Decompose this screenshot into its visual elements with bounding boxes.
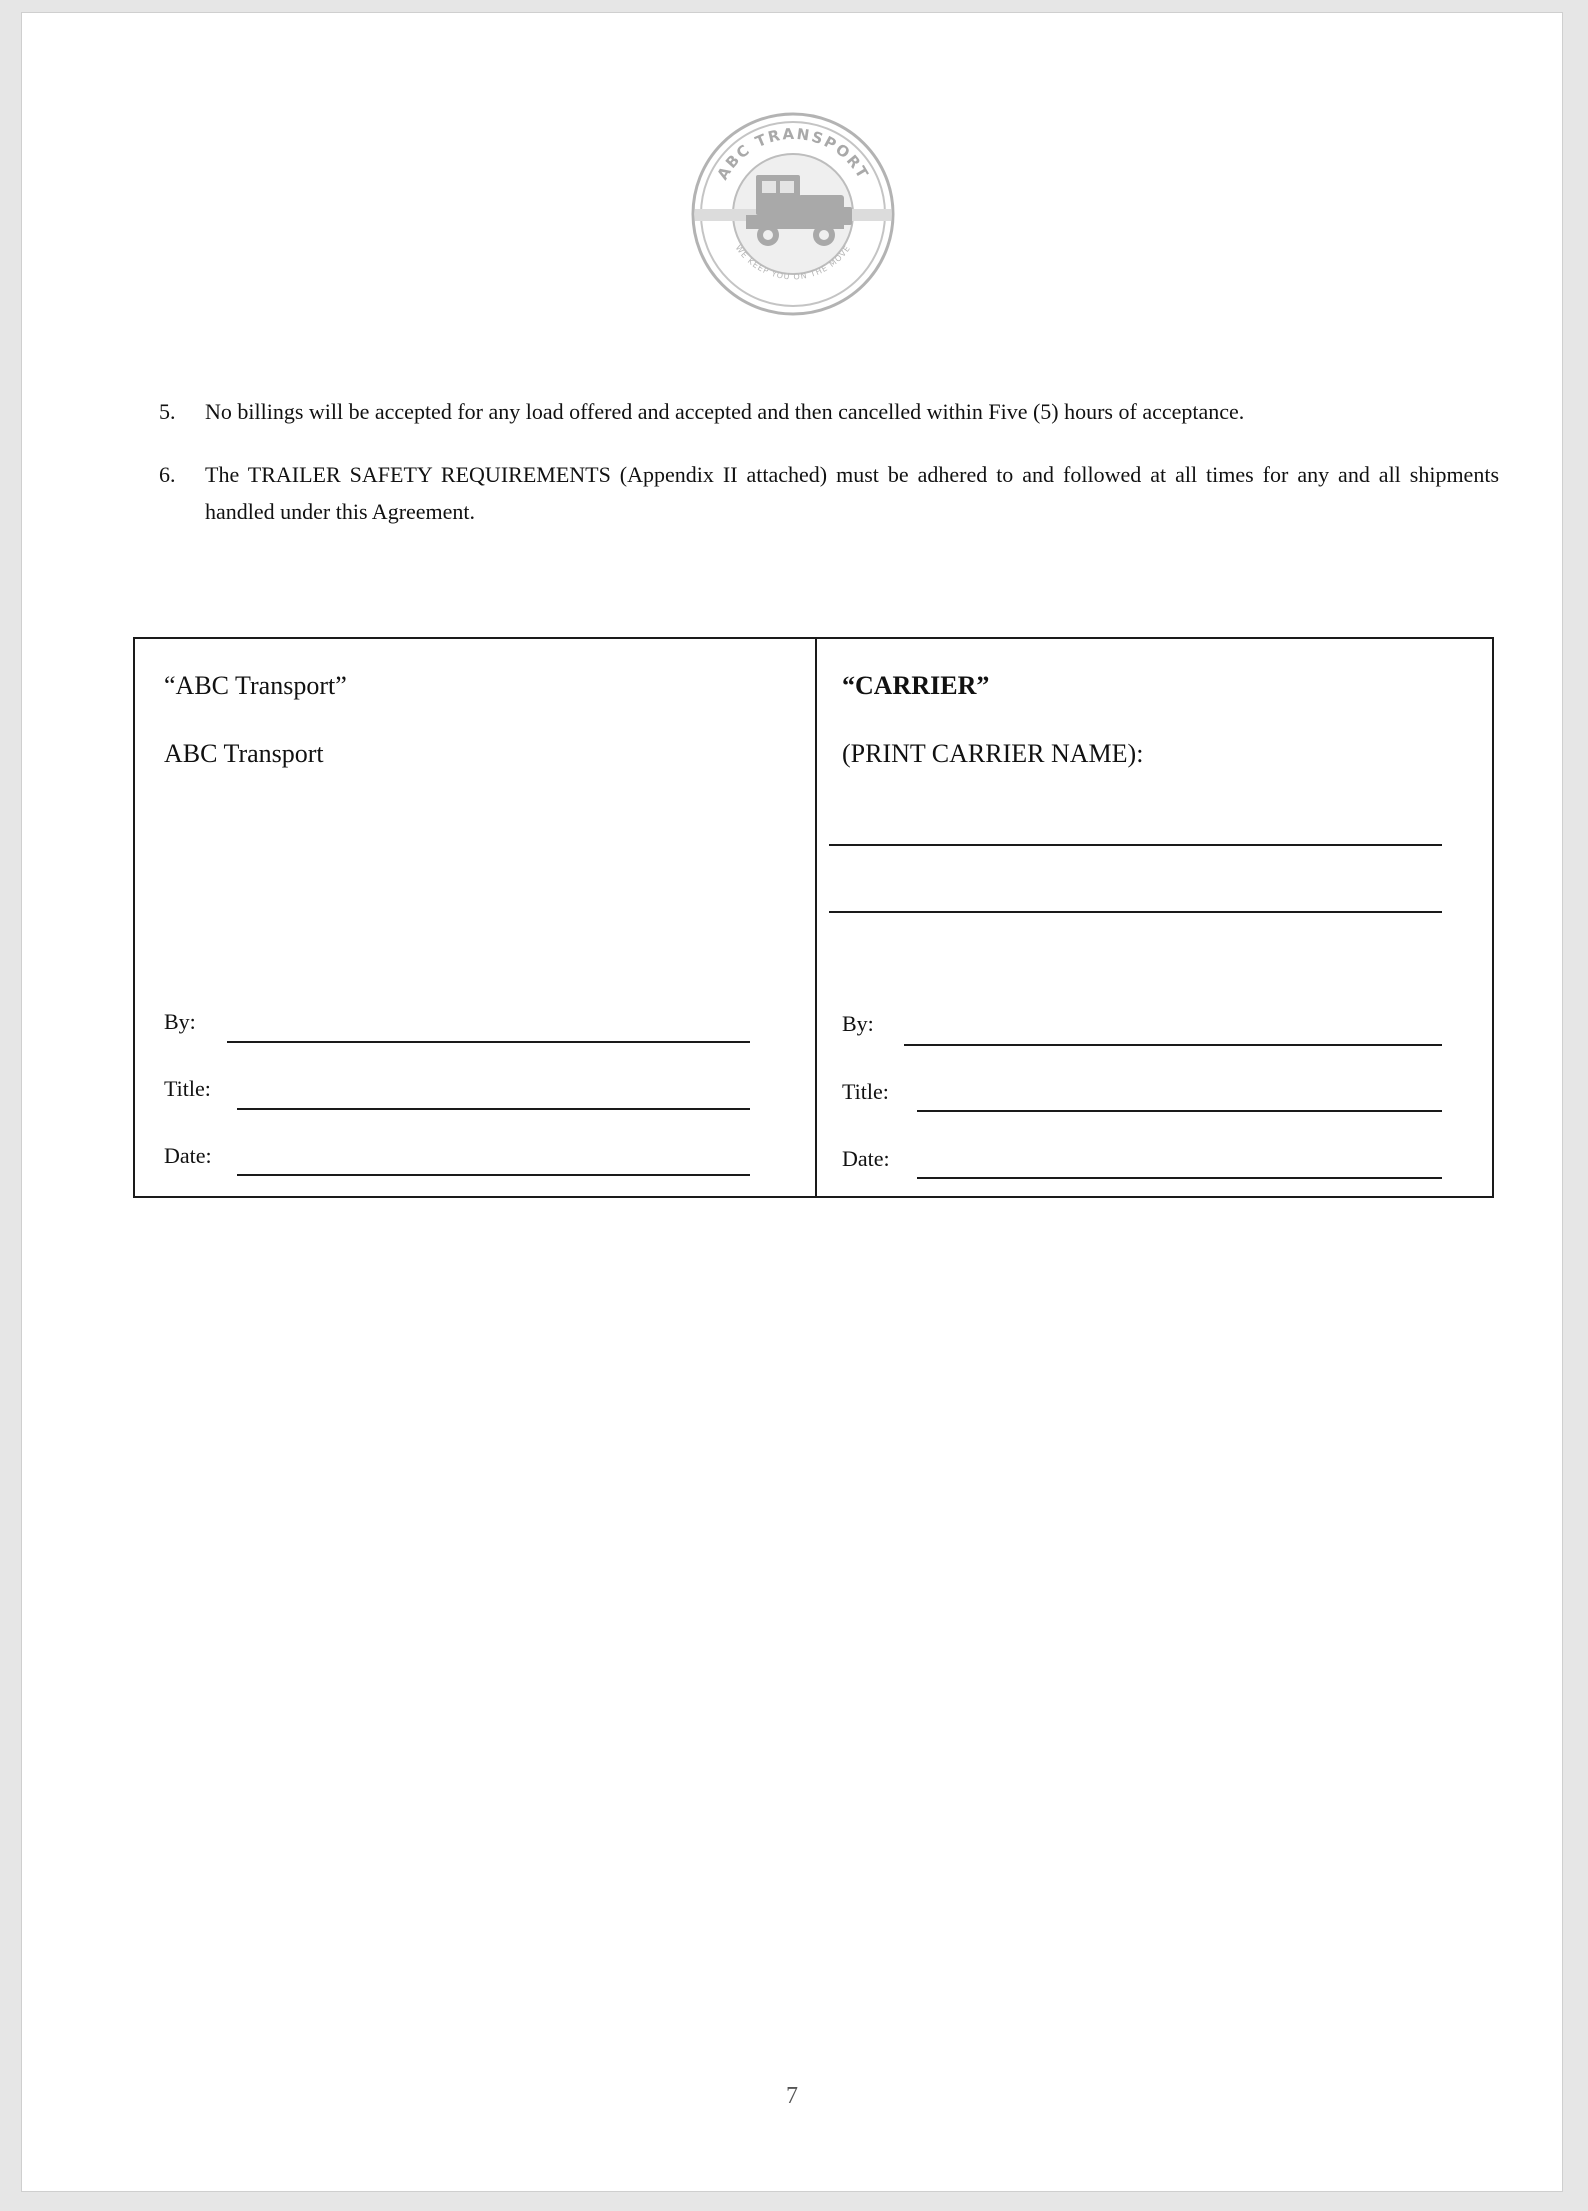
page-number: 7 <box>786 2083 798 2109</box>
company-logo <box>690 111 896 317</box>
carrier-title-label: Title: <box>842 1079 889 1104</box>
clause-text: No billings will be accepted for any load offered and accepted and then cancelled within Five (5) hours of acceptance. <box>205 399 1245 424</box>
carrier-date-line[interactable] <box>917 1177 1442 1179</box>
carrier-date-label: Date: <box>842 1146 890 1171</box>
clause-number: 5. <box>159 399 176 424</box>
signature-table <box>133 637 1494 1198</box>
agreement-clauses <box>159 393 1499 556</box>
carrier-name-prompt: (PRINT CARRIER NAME): <box>842 739 1144 768</box>
clause-number: 6. <box>159 462 176 487</box>
carrier-heading: “CARRIER” <box>842 671 990 700</box>
carrier-by-signature-line[interactable] <box>904 1044 1442 1046</box>
company-date-label: Date: <box>164 1143 212 1168</box>
company-name: ABC Transport <box>164 739 324 768</box>
company-title-line[interactable] <box>237 1108 750 1110</box>
clause-item <box>159 456 1499 530</box>
clause-text: The TRAILER SAFETY REQUIREMENTS (Appendix II attached) must be adhered to and followed at all times for any and all shipments handled under this Agreement. <box>205 462 1499 524</box>
carrier-name-line-2[interactable] <box>829 911 1442 913</box>
svg-text:ABC TRANSPORT: ABC TRANSPORT <box>713 124 873 183</box>
carrier-by-label: By: <box>842 1011 874 1036</box>
carrier-name-line-1[interactable] <box>829 844 1442 846</box>
company-date-line[interactable] <box>237 1174 750 1176</box>
company-by-label: By: <box>164 1009 196 1034</box>
column-divider <box>815 639 817 1196</box>
clause-item <box>159 393 1499 430</box>
abc-transport-seal-icon <box>690 111 896 317</box>
carrier-title-line[interactable] <box>917 1110 1442 1112</box>
company-heading: “ABC Transport” <box>164 671 347 700</box>
svg-text:WE KEEP YOU ON THE MOVE: WE KEEP YOU ON THE MOVE <box>733 243 853 282</box>
company-title-label: Title: <box>164 1076 211 1101</box>
company-by-signature-line[interactable] <box>227 1041 750 1043</box>
document-page <box>21 12 1563 2192</box>
